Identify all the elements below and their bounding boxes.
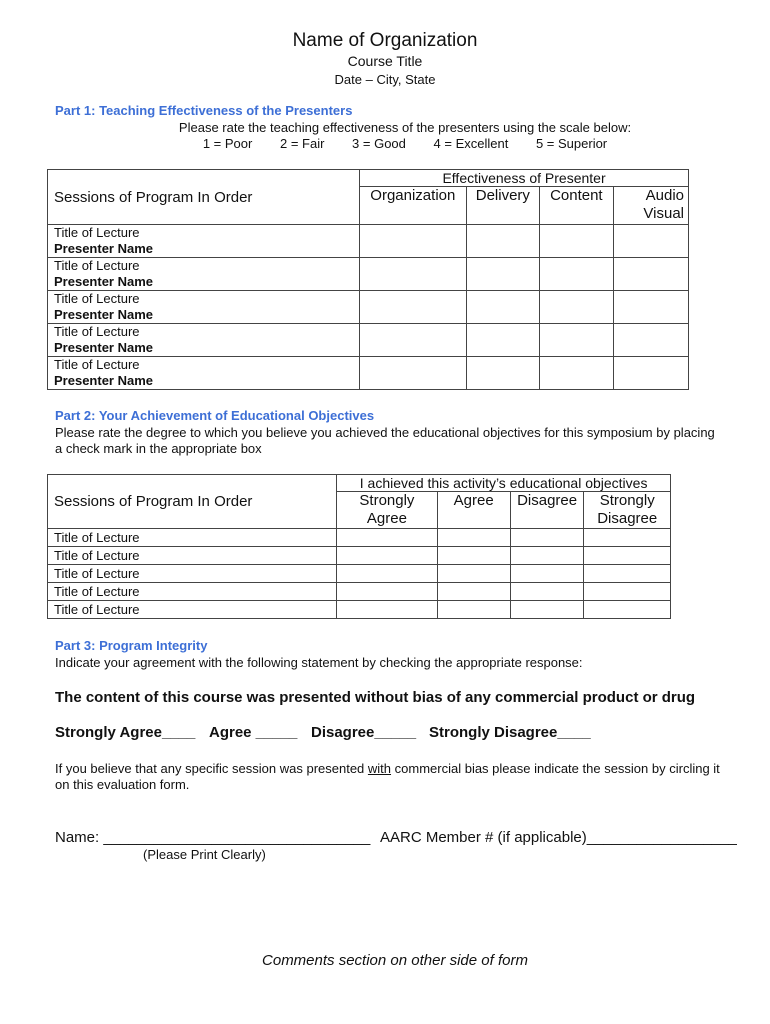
lecture-title: Title of Lecture [48,601,337,619]
presenter-name: Presenter Name [54,340,153,355]
presenter-name: Presenter Name [54,274,153,289]
rating-box[interactable] [466,357,540,390]
part2-instruction: Please rate the degree to which you believe you achieved the educational objectives for this symposium by placing a check mark in the appropriate box [55,425,715,456]
bias-note-text-end: commercial bias please indicate the session by circling it on this evaluation form. [55,761,720,792]
rating-box[interactable] [466,225,540,258]
rating-box[interactable] [360,225,466,258]
table-row [48,529,671,547]
table-row [48,357,689,390]
table-row [48,258,689,291]
scale-item: 3 = Good [352,136,406,151]
table-row [48,547,671,565]
table-row [48,565,671,583]
rating-scale [0,136,770,152]
rating-box[interactable] [540,258,614,291]
session-cell [48,324,360,357]
rating-box[interactable] [360,324,466,357]
presenter-effectiveness-table [47,169,689,390]
bias-note-underlined: with [367,761,392,776]
column-header-strongly-agree: Strongly Agree [337,492,437,529]
name-field[interactable]: Name: ________________________________ [55,829,371,846]
presenter-name: Presenter Name [54,373,153,388]
date-location: Date – City, State [334,72,436,87]
column-header-delivery: Delivery [466,187,540,225]
member-number-field[interactable]: AARC Member # (if applicable)__________________ [380,829,737,846]
check-box[interactable] [337,529,437,547]
rating-box[interactable] [360,357,466,390]
rating-box[interactable] [613,225,688,258]
rating-box[interactable] [540,357,614,390]
agreement-option-agree[interactable]: Agree _____ [209,724,298,741]
part3-instruction: Indicate your agreement with the following statement by checking the appropriate response: [55,655,583,670]
column-header-content: Content [540,187,614,225]
table-row [48,225,689,258]
check-box[interactable] [510,547,584,565]
bias-statement: The content of this course was presented without bias of any commercial product or drug [55,689,696,706]
table-row [48,324,689,357]
presenter-name: Presenter Name [54,241,153,256]
rating-box[interactable] [613,324,688,357]
check-box[interactable] [584,601,671,619]
print-clearly-note: (Please Print Clearly) [143,847,266,862]
comments-note: Comments section on other side of form [262,952,528,969]
rating-box[interactable] [613,291,688,324]
lecture-title: Title of Lecture [48,529,337,547]
part2-heading: Part 2: Your Achievement of Educational Objectives [55,408,375,423]
lecture-title: Title of Lecture [54,225,140,240]
lecture-title: Title of Lecture [48,583,337,601]
check-box[interactable] [510,601,584,619]
presenter-name: Presenter Name [54,307,153,322]
agreement-option-strongly-agree[interactable]: Strongly Agree____ [55,724,196,741]
scale-item: 2 = Fair [279,136,325,151]
table-row [48,601,671,619]
check-box[interactable] [437,529,510,547]
lecture-title: Title of Lecture [54,258,140,273]
effectiveness-group-header: Effectiveness of Presenter [360,170,689,187]
check-box[interactable] [437,547,510,565]
rating-box[interactable] [360,258,466,291]
check-box[interactable] [337,547,437,565]
rating-box[interactable] [466,324,540,357]
sessions-column-header: Sessions of Program In Order [48,475,337,529]
check-box[interactable] [337,583,437,601]
course-title: Course Title [347,53,423,69]
check-box[interactable] [437,601,510,619]
lecture-title: Title of Lecture [54,357,140,372]
rating-box[interactable] [540,291,614,324]
organization-name: Name of Organization [292,30,478,51]
part1-instruction: Please rate the teaching effectiveness of the presenters using the scale below: [178,120,632,135]
session-cell [48,357,360,390]
agreement-option-strongly-disagree[interactable]: Strongly Disagree____ [429,724,591,741]
session-cell [48,225,360,258]
check-box[interactable] [510,583,584,601]
rating-box[interactable] [466,291,540,324]
scale-item: 1 = Poor [202,136,253,151]
column-header-disagree: Disagree [510,492,584,529]
column-header-audio-visual: Audio Visual [613,187,688,225]
part1-heading: Part 1: Teaching Effectiveness of the Presenters [55,103,353,118]
rating-box[interactable] [613,258,688,291]
session-cell [48,291,360,324]
bias-note [55,761,720,793]
column-header-agree: Agree [437,492,510,529]
table-row [48,583,671,601]
table-row [48,291,689,324]
check-box[interactable] [437,565,510,583]
check-box[interactable] [584,565,671,583]
lecture-title: Title of Lecture [54,291,140,306]
agreement-option-disagree[interactable]: Disagree_____ [311,724,417,741]
column-header-strongly-disagree: Strongly Disagree [584,492,671,529]
bias-note-text: If you believe that any specific session was presented [55,761,368,776]
scale-item: 5 = Superior [535,136,608,151]
column-header-organization: Organization [360,187,466,225]
check-box[interactable] [584,529,671,547]
part3-heading: Part 3: Program Integrity [55,638,208,653]
check-box[interactable] [510,565,584,583]
objectives-table [47,474,671,619]
rating-box[interactable] [540,324,614,357]
lecture-title: Title of Lecture [48,547,337,565]
lecture-title: Title of Lecture [48,565,337,583]
check-box[interactable] [437,583,510,601]
check-box[interactable] [337,565,437,583]
rating-box[interactable] [540,225,614,258]
sessions-column-header: Sessions of Program In Order [48,170,360,225]
check-box[interactable] [337,601,437,619]
session-cell [48,258,360,291]
check-box[interactable] [510,529,584,547]
rating-box[interactable] [360,291,466,324]
check-box[interactable] [584,547,671,565]
objectives-group-header: I achieved this activity’s educational objectives [337,475,671,492]
rating-box[interactable] [466,258,540,291]
rating-box[interactable] [613,357,688,390]
scale-item: 4 = Excellent [433,136,509,151]
check-box[interactable] [584,583,671,601]
lecture-title: Title of Lecture [54,324,140,339]
